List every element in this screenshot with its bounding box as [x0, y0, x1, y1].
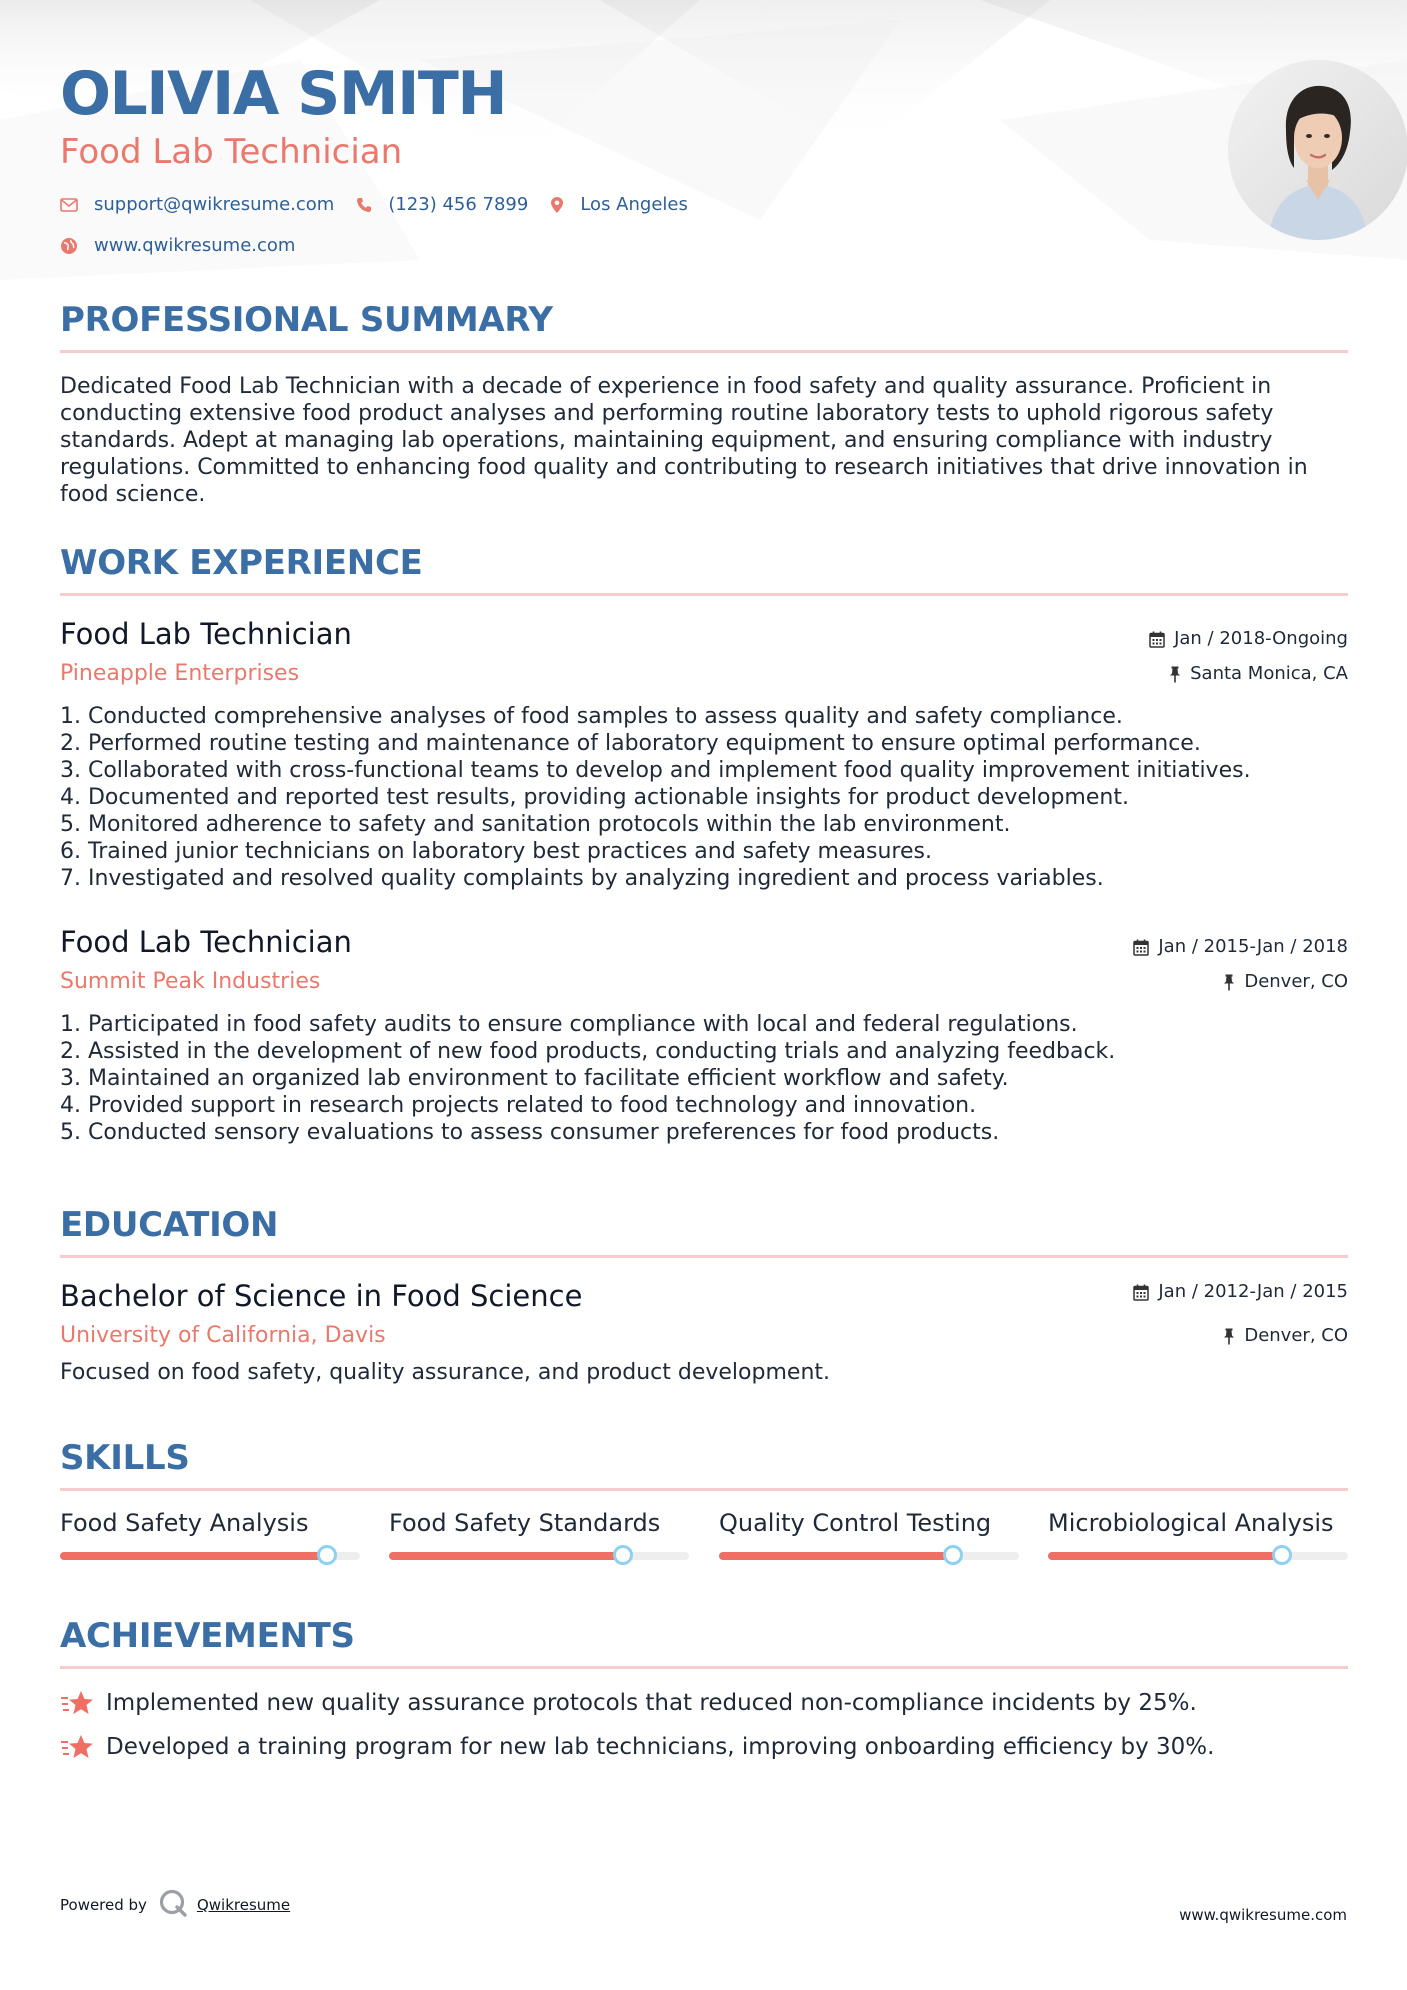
skill-level-knob: [1272, 1545, 1292, 1565]
summary-text: Dedicated Food Lab Technician with a decade of experience in food safety and quality assurance. Proficient in conducting extensive food product analyses and performing routine laboratory tests to uphold rigorous safety standards. Adept at managing lab operations, maintaining equipment, and ensuring compliance with industry regulations. Committed to enhancing food quality and contributing to research initiatives that drive innovation in food science.: [60, 374, 1308, 507]
skill-label: Food Safety Standards: [389, 1509, 661, 1537]
achievements-section-divider: [60, 1666, 1348, 1669]
skill-level-track: [60, 1552, 360, 1560]
website-text: www.qwikresume.com: [94, 235, 296, 256]
job-dates: [1133, 935, 1348, 959]
envelope-icon: [60, 198, 78, 212]
achievements-section-title: ACHIEVEMENTS: [60, 1616, 355, 1656]
achievement-text: Implemented new quality assurance protocols that reduced non-compliance incidents by 25%.: [106, 1690, 1197, 1716]
education-description: Focused on food safety, quality assurance, and product development.: [60, 1360, 830, 1385]
globe-icon: [60, 237, 78, 255]
skill-label: Food Safety Analysis: [60, 1509, 309, 1537]
profile-photo: [1228, 60, 1407, 240]
contact-row-primary: [60, 194, 710, 215]
list-item: 1. Conducted comprehensive analyses of food samples to assess quality and safety compliance.: [60, 704, 1123, 729]
list-item: 3. Collaborated with cross-functional teams to develop and implement food quality improvement initiatives.: [60, 758, 1251, 783]
skill-level-fill: [60, 1552, 327, 1560]
powered-by-label: Powered by: [60, 1896, 147, 1914]
skill-level-fill: [389, 1552, 623, 1560]
phone-text: (123) 456 7899: [388, 194, 529, 215]
job-dates-text: Jan / 2018-Ongoing: [1174, 628, 1348, 649]
job-company: Pineapple Enterprises: [60, 661, 300, 686]
list-item: 4. Provided support in research projects related to food technology and innovation.: [60, 1093, 977, 1118]
job-title: Food Lab Technician: [60, 925, 352, 959]
list-item: 7. Investigated and resolved quality complaints by analyzing ingredient and process variables.: [60, 866, 1104, 891]
achievement-item: [60, 1688, 1197, 1718]
candidate-name: OLIVIA SMITH: [60, 59, 507, 129]
location-text: Los Angeles: [580, 194, 688, 215]
job-company: Summit Peak Industries: [60, 969, 321, 994]
skill-food-safety-analysis: [60, 1508, 360, 1538]
pushpin-icon: [1169, 666, 1181, 683]
email-text: support@qwikresume.com: [94, 194, 335, 215]
qwikresume-logo-icon: [158, 1888, 188, 1918]
job-dates-text: Jan / 2015-Jan / 2018: [1158, 936, 1348, 957]
calendar-icon: [1149, 631, 1165, 648]
star-icon: [60, 1689, 94, 1717]
contact-website[interactable]: [60, 235, 295, 256]
contact-email[interactable]: [60, 194, 334, 215]
skill-level-fill: [1048, 1552, 1282, 1560]
calendar-icon: [1133, 939, 1149, 956]
summary-section-title: PROFESSIONAL SUMMARY: [60, 300, 553, 340]
job-location-text: Santa Monica, CA: [1190, 663, 1348, 684]
skill-level-knob: [943, 1545, 963, 1565]
list-item: 1. Participated in food safety audits to ensure compliance with local and federal regulations.: [60, 1012, 1078, 1037]
skills-section-title: SKILLS: [60, 1438, 190, 1478]
skill-label: Microbiological Analysis: [1048, 1509, 1334, 1537]
footer-powered-by: [60, 1896, 290, 1914]
pushpin-icon: [1223, 1328, 1235, 1345]
job-location: [1169, 662, 1348, 686]
list-item: 2. Assisted in the development of new food products, conducting trials and analyzing feedback.: [60, 1039, 1116, 1064]
skills-section-divider: [60, 1488, 1348, 1491]
job-dates: [1149, 627, 1348, 651]
list-item: 5. Monitored adherence to safety and sanitation protocols within the lab environment.: [60, 812, 1011, 837]
job-location: [1223, 970, 1348, 994]
profile-photo-illustration: [1228, 60, 1407, 240]
education-school: University of California, Davis: [60, 1323, 386, 1348]
job-title: Food Lab Technician: [60, 617, 352, 651]
job-duties-list: [60, 1011, 1348, 1146]
skill-level-track: [389, 1552, 689, 1560]
education-dates: [1133, 1280, 1348, 1304]
list-item: 6. Trained junior technicians on laboratory best practices and safety measures.: [60, 839, 932, 864]
phone-icon: [356, 197, 372, 213]
skill-food-safety-standards: [389, 1508, 689, 1538]
job-location-text: Denver, CO: [1244, 971, 1348, 992]
list-item: 2. Performed routine testing and maintenance of laboratory equipment to ensure optimal performance.: [60, 731, 1201, 756]
skill-level-knob: [317, 1545, 337, 1565]
contact-location: [550, 194, 688, 215]
list-item: 5. Conducted sensory evaluations to assess consumer preferences for food products.: [60, 1120, 1000, 1145]
qwikresume-link[interactable]: Qwikresume: [196, 1896, 291, 1914]
skill-label: Quality Control Testing: [719, 1509, 992, 1537]
skill-level-track: [719, 1552, 1019, 1560]
skill-microbiological-analysis: [1048, 1508, 1348, 1538]
contact-row-secondary: [60, 235, 317, 256]
skill-quality-control-testing: [719, 1508, 1019, 1538]
list-item: 4. Documented and reported test results, providing actionable insights for product development.: [60, 785, 1129, 810]
candidate-role: Food Lab Technician: [60, 132, 403, 172]
education-location-text: Denver, CO: [1244, 1325, 1348, 1346]
education-degree: Bachelor of Science in Food Science: [60, 1279, 583, 1313]
job-duties-list: [60, 703, 1348, 892]
skill-level-fill: [719, 1552, 953, 1560]
contact-phone[interactable]: [356, 194, 528, 215]
education-dates-text: Jan / 2012-Jan / 2015: [1158, 1281, 1348, 1302]
summary-section-divider: [60, 350, 1348, 353]
experience-section-divider: [60, 593, 1348, 596]
star-icon: [60, 1733, 94, 1761]
calendar-icon: [1133, 1284, 1149, 1301]
achievement-item: [60, 1732, 1214, 1762]
experience-section-title: WORK EXPERIENCE: [60, 543, 423, 583]
education-location: [1223, 1324, 1348, 1348]
footer-website-link[interactable]: www.qwikresume.com: [1179, 1906, 1347, 1924]
achievement-text: Developed a training program for new lab technicians, improving onboarding efficiency by 30%.: [106, 1734, 1215, 1760]
education-section-divider: [60, 1255, 1348, 1258]
list-item: 3. Maintained an organized lab environment to facilitate efficient workflow and safety.: [60, 1066, 1009, 1091]
skill-level-track: [1048, 1552, 1348, 1560]
map-pin-icon: [550, 196, 564, 214]
skill-level-knob: [613, 1545, 633, 1565]
pushpin-icon: [1223, 974, 1235, 991]
education-section-title: EDUCATION: [60, 1205, 279, 1245]
